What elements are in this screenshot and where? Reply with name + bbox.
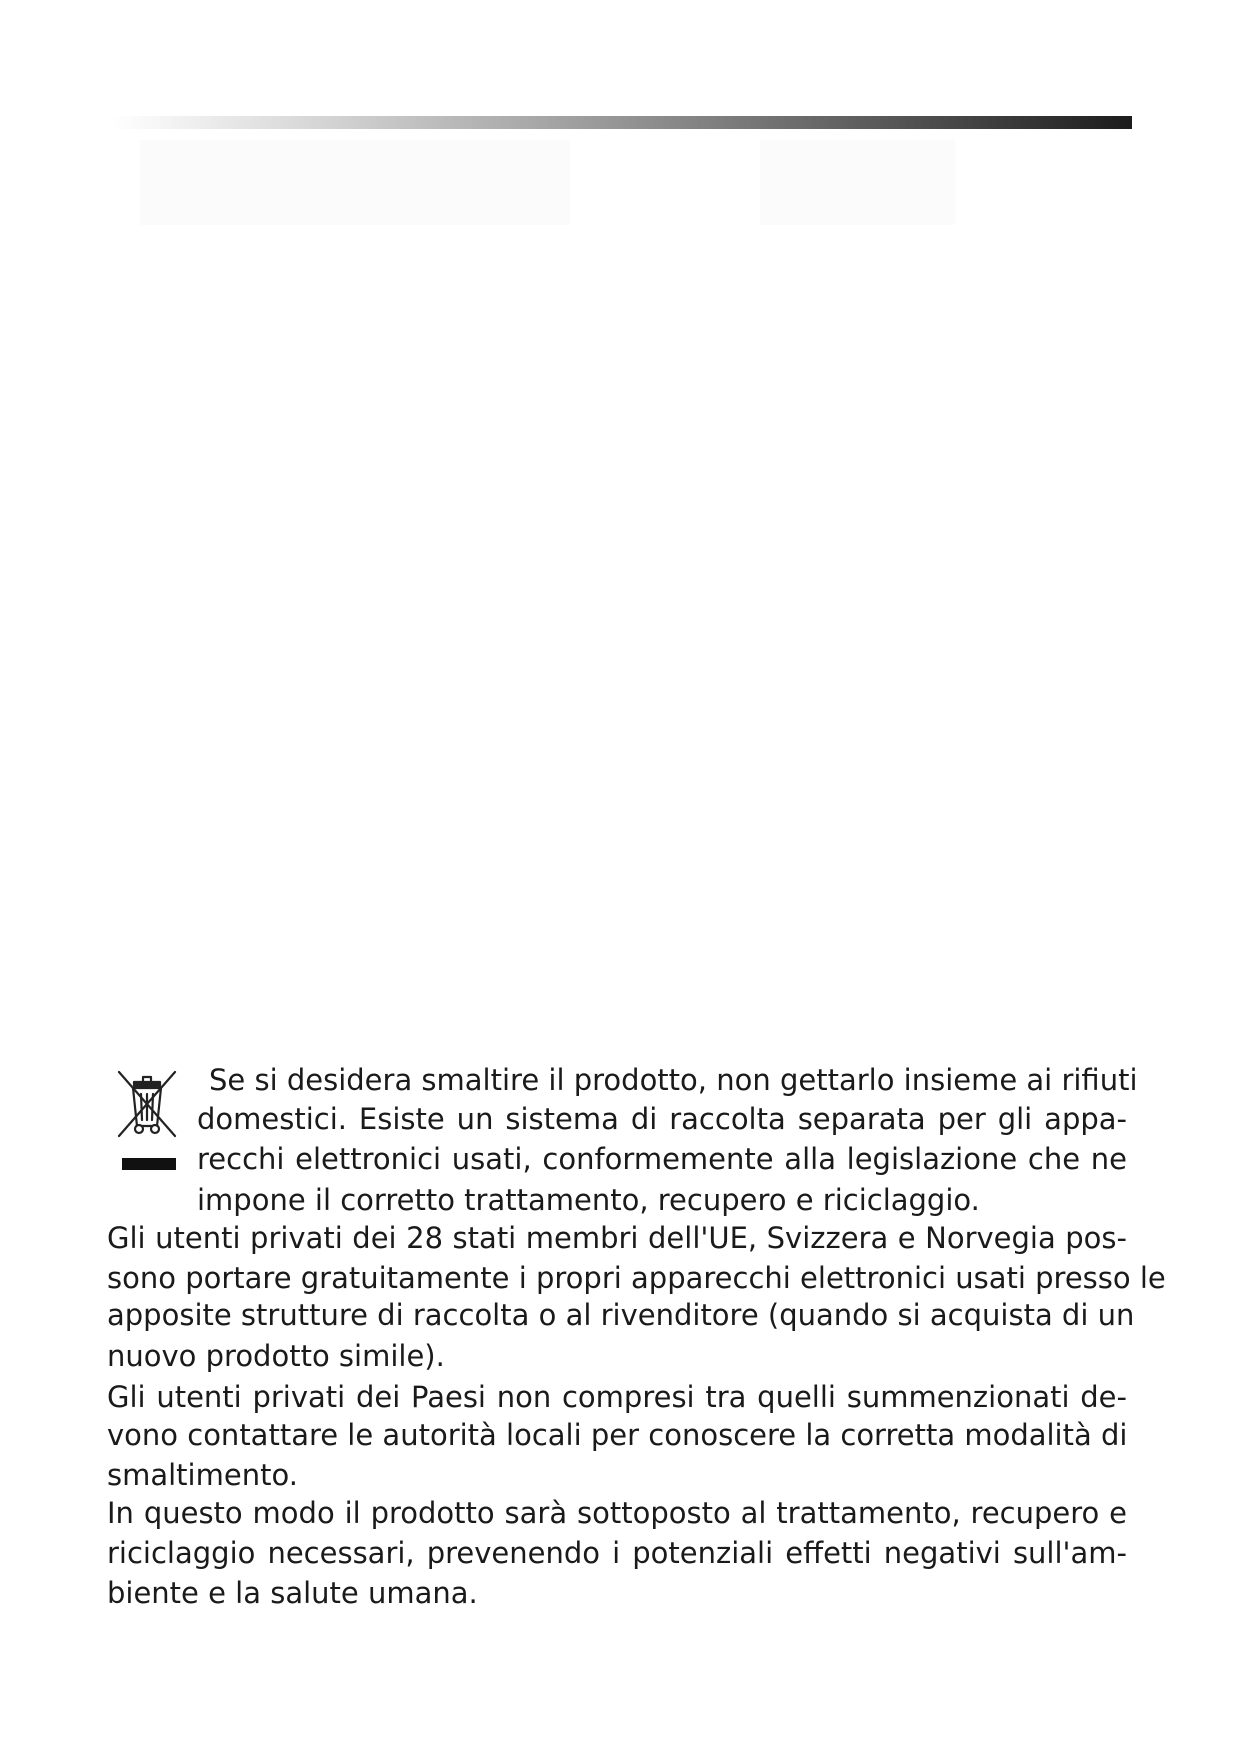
paragraph-2-line-1: Gli utenti privati dei Paesi non compresi tra quelli summenzionati de- bbox=[107, 1380, 1127, 1414]
faint-header-block-left bbox=[140, 140, 570, 225]
paragraph-1-line-2: sono portare gratuitamente i propri apparecchi elettronici usati presso le bbox=[107, 1261, 1166, 1295]
paragraph-1-line-3: apposite strutture di raccolta o al rivenditore (quando si acquista di un bbox=[107, 1298, 1135, 1332]
weee-intro-line-2: domestici. Esiste un sistema di raccolta separata per gli appa- bbox=[197, 1102, 1127, 1136]
paragraph-3-line-1: In questo modo il prodotto sarà sottoposto al trattamento, recupero e bbox=[107, 1496, 1127, 1530]
paragraph-3-line-2: riciclaggio necessari, prevenendo i potenziali effetti negativi sull'am- bbox=[107, 1536, 1127, 1570]
paragraph-1-line-1: Gli utenti privati dei 28 stati membri dell'UE, Svizzera e Norvegia pos- bbox=[107, 1221, 1127, 1255]
paragraph-1-line-4: nuovo prodotto simile). bbox=[107, 1339, 445, 1373]
weee-intro-line-1: Se si desidera smaltire il prodotto, non gettarlo insieme ai rifiuti bbox=[209, 1063, 1138, 1097]
header-gradient-rule bbox=[112, 116, 1132, 129]
faint-header-block-right bbox=[760, 140, 955, 225]
crossed-out-wheelie-bin-icon bbox=[114, 1068, 180, 1183]
weee-intro-line-4: impone il corretto trattamento, recupero e riciclaggio. bbox=[197, 1183, 980, 1217]
weee-intro-line-3: recchi elettronici usati, conformemente alla legislazione che ne bbox=[197, 1142, 1127, 1176]
paragraph-2-line-3: smaltimento. bbox=[107, 1458, 298, 1492]
paragraph-3-line-3: biente e la salute umana. bbox=[107, 1576, 478, 1610]
paragraph-2-line-2: vono contattare le autorità locali per conoscere la corretta modalità di bbox=[107, 1418, 1128, 1452]
